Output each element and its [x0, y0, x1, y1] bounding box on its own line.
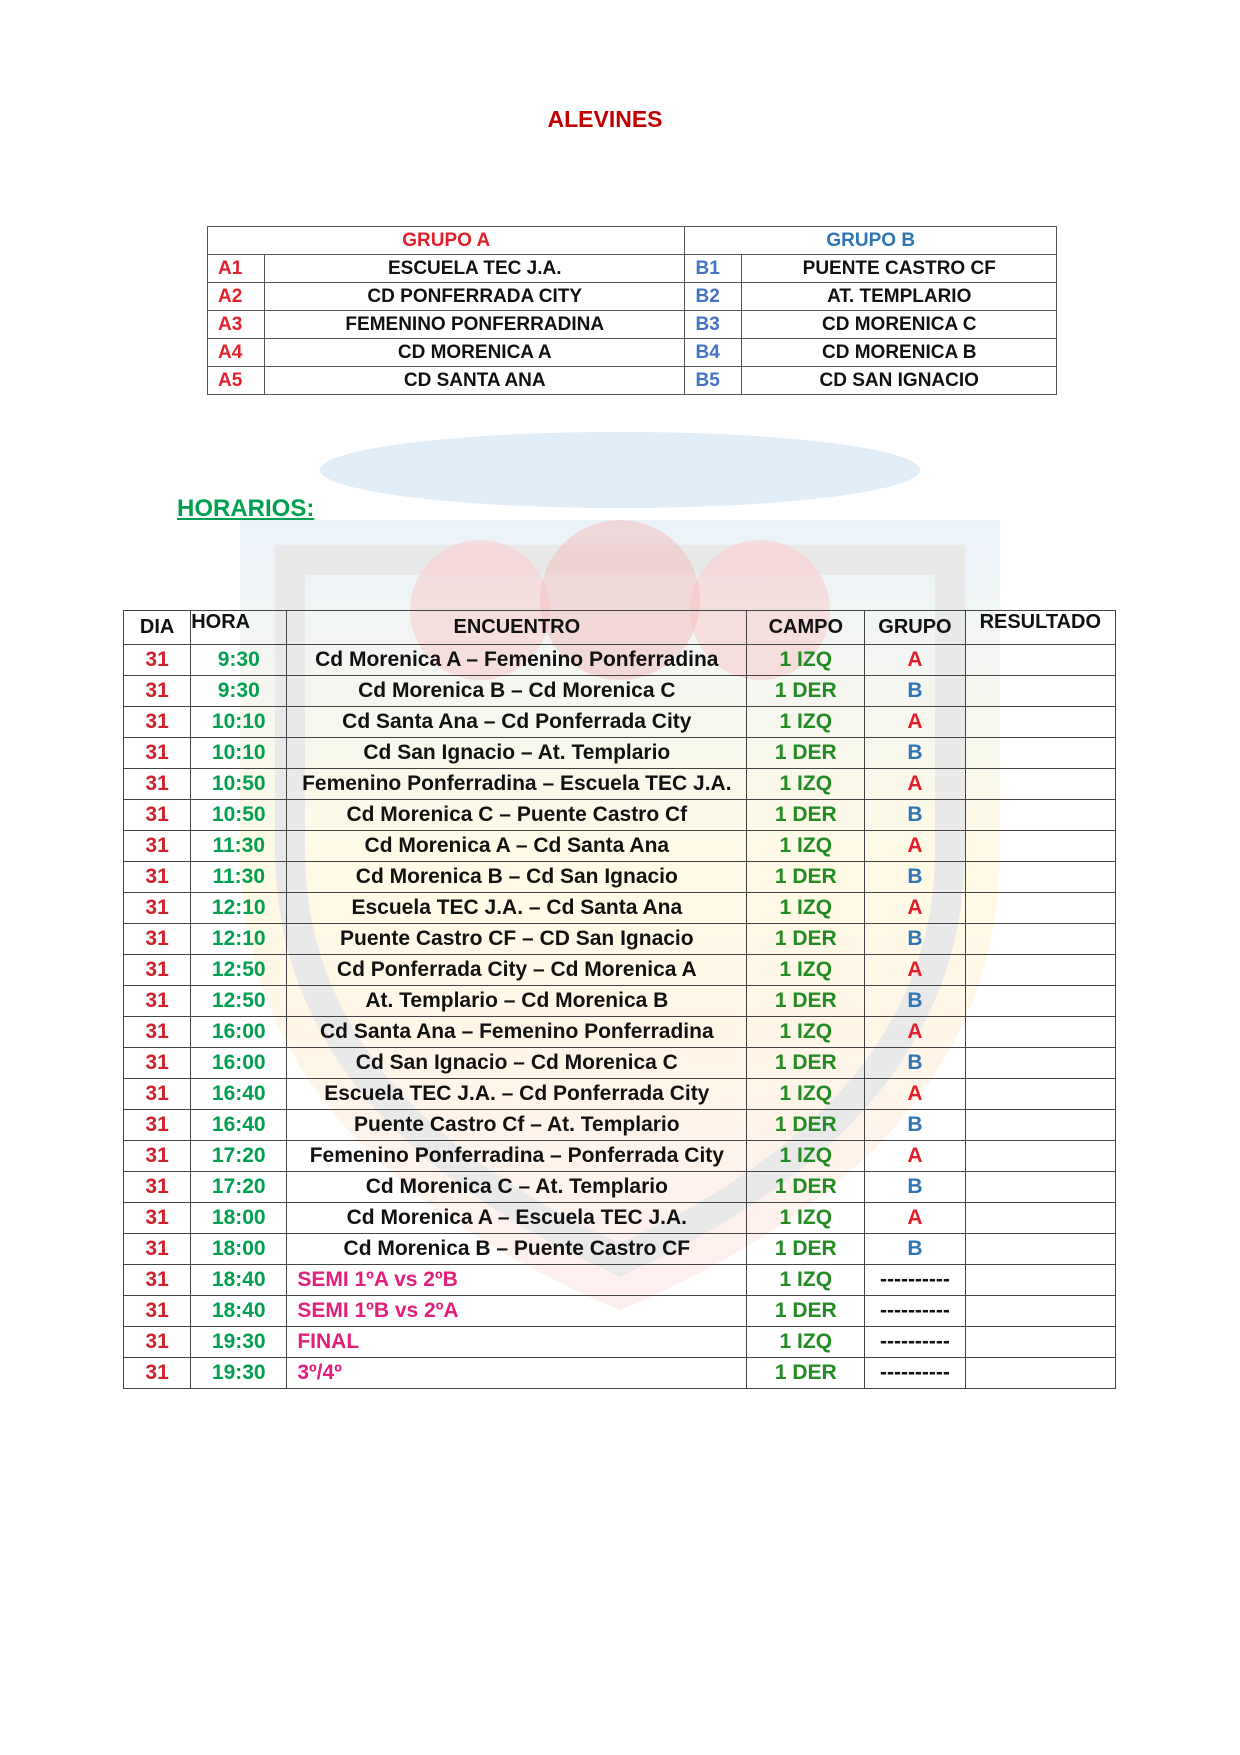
cell-resultado — [965, 986, 1115, 1017]
cell-dia: 31 — [124, 1296, 191, 1327]
cell-dia: 31 — [124, 831, 191, 862]
group-b-team: CD MORENICA B — [742, 339, 1057, 367]
group-b-code: B5 — [685, 367, 742, 395]
schedule-row — [124, 1079, 1116, 1110]
group-row — [208, 255, 1057, 283]
cell-dia: 31 — [124, 1358, 191, 1389]
cell-hora: 12:50 — [191, 955, 287, 986]
cell-dia: 31 — [124, 769, 191, 800]
cell-resultado — [965, 831, 1115, 862]
cell-dia: 31 — [124, 1079, 191, 1110]
cell-dia: 31 — [124, 1203, 191, 1234]
schedule-row — [124, 1017, 1116, 1048]
cell-dia: 31 — [124, 676, 191, 707]
cell-hora: 9:30 — [191, 676, 287, 707]
cell-grupo: B — [865, 986, 965, 1017]
cell-hora: 17:20 — [191, 1141, 287, 1172]
cell-grupo: A — [865, 893, 965, 924]
group-b-team: PUENTE CASTRO CF — [742, 255, 1057, 283]
cell-resultado — [965, 862, 1115, 893]
cell-resultado — [965, 707, 1115, 738]
cell-campo: 1 IZQ — [747, 769, 865, 800]
cell-campo: 1 IZQ — [747, 1079, 865, 1110]
cell-hora: 12:50 — [191, 986, 287, 1017]
cell-encuentro: Puente Castro Cf – At. Templario — [287, 1110, 747, 1141]
cell-dia: 31 — [124, 1110, 191, 1141]
cell-campo: 1 DER — [747, 1048, 865, 1079]
cell-resultado — [965, 676, 1115, 707]
cell-encuentro: Cd San Ignacio – Cd Morenica C — [287, 1048, 747, 1079]
group-row — [208, 311, 1057, 339]
groups-header-row — [208, 227, 1057, 255]
cell-grupo: A — [865, 707, 965, 738]
cell-hora: 18:40 — [191, 1265, 287, 1296]
cell-campo: 1 DER — [747, 862, 865, 893]
group-b-code: B2 — [685, 283, 742, 311]
cell-grupo: A — [865, 1017, 965, 1048]
cell-grupo: B — [865, 738, 965, 769]
cell-hora: 16:00 — [191, 1017, 287, 1048]
cell-encuentro: Puente Castro CF – CD San Ignacio — [287, 924, 747, 955]
group-b-team: CD SAN IGNACIO — [742, 367, 1057, 395]
schedule-row — [124, 1358, 1116, 1389]
cell-hora: 10:50 — [191, 800, 287, 831]
cell-grupo: ---------- — [865, 1358, 965, 1389]
header-encuentro: ENCUENTRO — [287, 611, 747, 645]
schedule-row — [124, 831, 1116, 862]
schedule-row — [124, 986, 1116, 1017]
cell-encuentro: Cd Morenica A – Escuela TEC J.A. — [287, 1203, 747, 1234]
cell-campo: 1 DER — [747, 738, 865, 769]
schedule-row — [124, 1141, 1116, 1172]
cell-campo: 1 IZQ — [747, 1327, 865, 1358]
group-b-team: CD MORENICA C — [742, 311, 1057, 339]
cell-campo: 1 DER — [747, 924, 865, 955]
schedule-row — [124, 1327, 1116, 1358]
schedule-row — [124, 1203, 1116, 1234]
cell-encuentro: Cd Morenica A – Cd Santa Ana — [287, 831, 747, 862]
cell-campo: 1 IZQ — [747, 1203, 865, 1234]
cell-grupo: A — [865, 769, 965, 800]
group-a-team: ESCUELA TEC J.A. — [265, 255, 685, 283]
schedule-row — [124, 800, 1116, 831]
group-a-team: FEMENINO PONFERRADINA — [265, 311, 685, 339]
cell-resultado — [965, 769, 1115, 800]
cell-encuentro: Femenino Ponferradina – Escuela TEC J.A. — [287, 769, 747, 800]
cell-hora: 16:40 — [191, 1110, 287, 1141]
cell-resultado — [965, 800, 1115, 831]
cell-dia: 31 — [124, 1141, 191, 1172]
schedule-row — [124, 893, 1116, 924]
cell-resultado — [965, 924, 1115, 955]
cell-campo: 1 IZQ — [747, 1017, 865, 1048]
cell-campo: 1 DER — [747, 1172, 865, 1203]
cell-grupo: A — [865, 1079, 965, 1110]
cell-encuentro: SEMI 1ºB vs 2ºA — [287, 1296, 747, 1327]
cell-campo: 1 IZQ — [747, 893, 865, 924]
cell-campo: 1 DER — [747, 1358, 865, 1389]
cell-hora: 10:10 — [191, 707, 287, 738]
cell-dia: 31 — [124, 738, 191, 769]
schedule-row — [124, 862, 1116, 893]
cell-hora: 11:30 — [191, 862, 287, 893]
cell-hora: 10:50 — [191, 769, 287, 800]
group-a-code: A3 — [208, 311, 265, 339]
schedule-row — [124, 707, 1116, 738]
cell-resultado — [965, 1079, 1115, 1110]
group-row — [208, 367, 1057, 395]
group-b-code: B4 — [685, 339, 742, 367]
cell-encuentro: FINAL — [287, 1327, 747, 1358]
cell-campo: 1 IZQ — [747, 645, 865, 676]
group-row — [208, 283, 1057, 311]
cell-hora: 18:00 — [191, 1203, 287, 1234]
cell-hora: 12:10 — [191, 924, 287, 955]
schedule-row — [124, 1265, 1116, 1296]
schedule-row — [124, 955, 1116, 986]
group-a-code: A1 — [208, 255, 265, 283]
cell-hora: 17:20 — [191, 1172, 287, 1203]
cell-grupo: B — [865, 1172, 965, 1203]
cell-grupo: ---------- — [865, 1296, 965, 1327]
schedule-row — [124, 1048, 1116, 1079]
cell-grupo: B — [865, 1110, 965, 1141]
schedule-row — [124, 1110, 1116, 1141]
cell-resultado — [965, 1203, 1115, 1234]
cell-grupo: A — [865, 831, 965, 862]
cell-encuentro: Femenino Ponferradina – Ponferrada City — [287, 1141, 747, 1172]
cell-campo: 1 IZQ — [747, 1141, 865, 1172]
schedule-row — [124, 645, 1116, 676]
cell-encuentro: Cd Ponferrada City – Cd Morenica A — [287, 955, 747, 986]
group-b-title: GRUPO B — [685, 227, 1057, 255]
schedule-row — [124, 924, 1116, 955]
schedule-table — [123, 610, 1116, 1389]
horarios-heading: HORARIOS: — [177, 495, 315, 522]
group-b-team: AT. TEMPLARIO — [742, 283, 1057, 311]
cell-dia: 31 — [124, 1234, 191, 1265]
header-dia: DIA — [124, 611, 191, 645]
cell-dia: 31 — [124, 862, 191, 893]
cell-hora: 11:30 — [191, 831, 287, 862]
cell-hora: 10:10 — [191, 738, 287, 769]
cell-resultado — [965, 1358, 1115, 1389]
cell-encuentro: Cd Morenica C – At. Templario — [287, 1172, 747, 1203]
header-campo: CAMPO — [747, 611, 865, 645]
cell-encuentro: Cd Morenica A – Femenino Ponferradina — [287, 645, 747, 676]
cell-campo: 1 IZQ — [747, 1265, 865, 1296]
cell-grupo: ---------- — [865, 1327, 965, 1358]
schedule-row — [124, 1296, 1116, 1327]
cell-dia: 31 — [124, 924, 191, 955]
cell-resultado — [965, 738, 1115, 769]
cell-hora: 16:00 — [191, 1048, 287, 1079]
group-a-code: A2 — [208, 283, 265, 311]
cell-dia: 31 — [124, 1265, 191, 1296]
cell-hora: 18:40 — [191, 1296, 287, 1327]
cell-campo: 1 DER — [747, 1296, 865, 1327]
cell-campo: 1 IZQ — [747, 955, 865, 986]
schedule-row — [124, 676, 1116, 707]
cell-encuentro: Cd San Ignacio – At. Templario — [287, 738, 747, 769]
header-resultado: RESULTADO — [965, 611, 1115, 645]
header-grupo: GRUPO — [865, 611, 965, 645]
cell-encuentro: Cd Morenica C – Puente Castro Cf — [287, 800, 747, 831]
group-a-title: GRUPO A — [208, 227, 685, 255]
group-a-team: CD MORENICA A — [265, 339, 685, 367]
cell-grupo: ---------- — [865, 1265, 965, 1296]
cell-grupo: B — [865, 1048, 965, 1079]
cell-dia: 31 — [124, 1172, 191, 1203]
cell-campo: 1 DER — [747, 800, 865, 831]
cell-dia: 31 — [124, 986, 191, 1017]
cell-grupo: B — [865, 1234, 965, 1265]
cell-hora: 19:30 — [191, 1358, 287, 1389]
schedule-row — [124, 1234, 1116, 1265]
group-b-code: B3 — [685, 311, 742, 339]
schedule-row — [124, 769, 1116, 800]
cell-resultado — [965, 1141, 1115, 1172]
group-a-code: A4 — [208, 339, 265, 367]
cell-dia: 31 — [124, 893, 191, 924]
cell-encuentro: At. Templario – Cd Morenica B — [287, 986, 747, 1017]
cell-dia: 31 — [124, 707, 191, 738]
cell-encuentro: Cd Morenica B – Cd San Ignacio — [287, 862, 747, 893]
cell-grupo: A — [865, 645, 965, 676]
cell-grupo: A — [865, 1203, 965, 1234]
cell-encuentro: SEMI 1ºA vs 2ºB — [287, 1265, 747, 1296]
cell-campo: 1 IZQ — [747, 707, 865, 738]
cell-hora: 16:40 — [191, 1079, 287, 1110]
cell-grupo: A — [865, 955, 965, 986]
cell-grupo: B — [865, 676, 965, 707]
cell-dia: 31 — [124, 1017, 191, 1048]
cell-encuentro: Cd Morenica B – Cd Morenica C — [287, 676, 747, 707]
cell-resultado — [965, 1048, 1115, 1079]
group-a-team: CD PONFERRADA CITY — [265, 283, 685, 311]
cell-grupo: B — [865, 800, 965, 831]
cell-resultado — [965, 893, 1115, 924]
cell-encuentro: Escuela TEC J.A. – Cd Ponferrada City — [287, 1079, 747, 1110]
cell-grupo: A — [865, 1141, 965, 1172]
cell-campo: 1 IZQ — [747, 831, 865, 862]
cell-resultado — [965, 1296, 1115, 1327]
cell-resultado — [965, 1110, 1115, 1141]
cell-campo: 1 DER — [747, 1234, 865, 1265]
cell-resultado — [965, 645, 1115, 676]
cell-resultado — [965, 1265, 1115, 1296]
cell-hora: 12:10 — [191, 893, 287, 924]
cell-hora: 18:00 — [191, 1234, 287, 1265]
group-a-team: CD SANTA ANA — [265, 367, 685, 395]
cell-campo: 1 DER — [747, 1110, 865, 1141]
cell-encuentro: Cd Morenica B – Puente Castro CF — [287, 1234, 747, 1265]
cell-dia: 31 — [124, 1327, 191, 1358]
cell-resultado — [965, 955, 1115, 986]
cell-resultado — [965, 1017, 1115, 1048]
cell-dia: 31 — [124, 955, 191, 986]
cell-grupo: B — [865, 924, 965, 955]
cell-resultado — [965, 1172, 1115, 1203]
group-b-code: B1 — [685, 255, 742, 283]
groups-table — [207, 226, 1057, 395]
schedule-row — [124, 738, 1116, 769]
cell-dia: 31 — [124, 800, 191, 831]
cell-encuentro: Cd Santa Ana – Femenino Ponferradina — [287, 1017, 747, 1048]
cell-grupo: B — [865, 862, 965, 893]
schedule-header-row — [124, 611, 1116, 645]
cell-hora: 9:30 — [191, 645, 287, 676]
group-a-code: A5 — [208, 367, 265, 395]
cell-dia: 31 — [124, 645, 191, 676]
cell-campo: 1 DER — [747, 676, 865, 707]
cell-hora: 19:30 — [191, 1327, 287, 1358]
cell-encuentro: Escuela TEC J.A. – Cd Santa Ana — [287, 893, 747, 924]
cell-resultado — [965, 1234, 1115, 1265]
cell-dia: 31 — [124, 1048, 191, 1079]
cell-resultado — [965, 1327, 1115, 1358]
cell-campo: 1 DER — [747, 986, 865, 1017]
group-row — [208, 339, 1057, 367]
cell-encuentro: Cd Santa Ana – Cd Ponferrada City — [287, 707, 747, 738]
header-hora: HORA — [191, 611, 287, 645]
page-title: ALEVINES — [547, 106, 663, 132]
schedule-row — [124, 1172, 1116, 1203]
cell-encuentro: 3º/4º — [287, 1358, 747, 1389]
